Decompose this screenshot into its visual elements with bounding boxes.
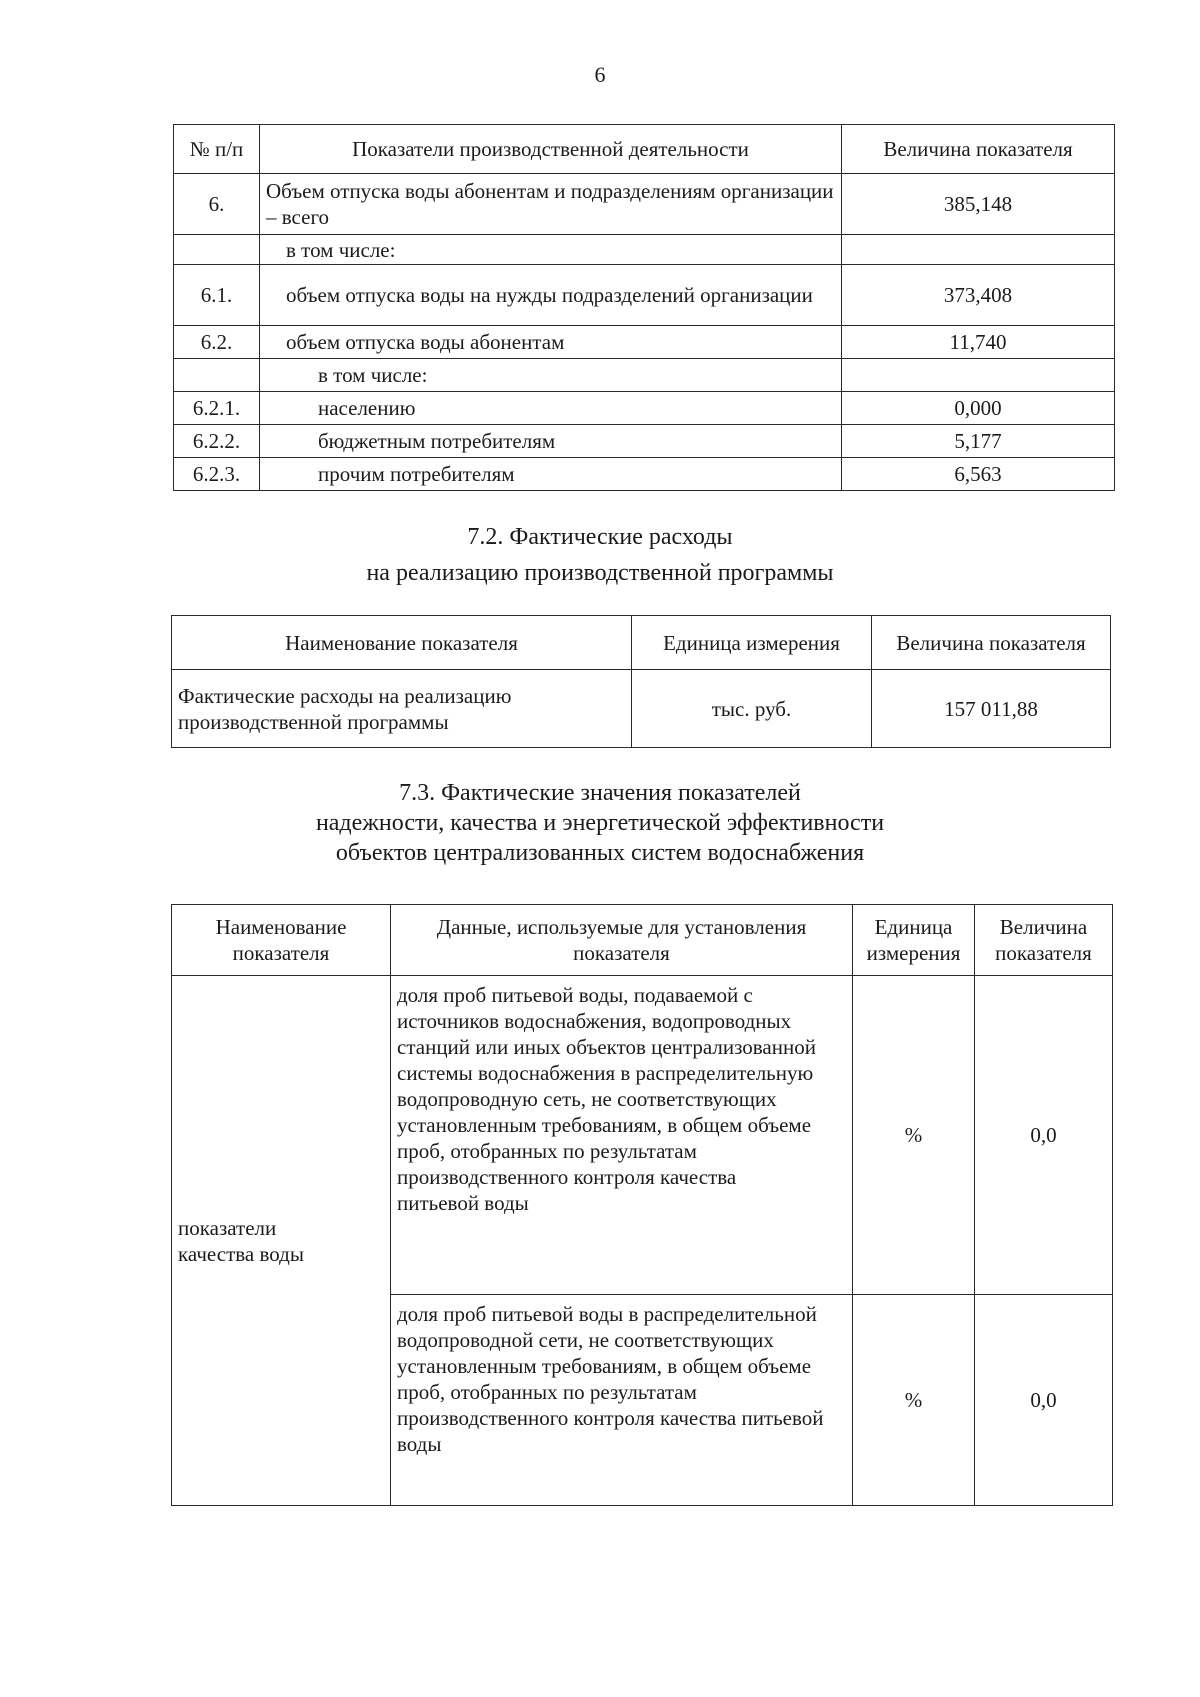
row-name: объем отпуска воды абонентам bbox=[260, 326, 842, 359]
section-7-3-title-line3: объектов централизованных систем водоснабжения bbox=[335, 840, 865, 866]
row-value: 0,0 bbox=[975, 1295, 1113, 1506]
section-7-2-title-line2: на реализацию производственной программы bbox=[366, 560, 834, 586]
group-name-cell: показатели качества воды bbox=[172, 976, 391, 1506]
table-row bbox=[174, 359, 1115, 392]
row-value: 373,408 bbox=[842, 265, 1115, 326]
header-value: Величина показателя bbox=[872, 616, 1111, 670]
row-value: 385,148 bbox=[842, 174, 1115, 235]
page-number: 6 bbox=[594, 62, 606, 87]
production-indicators-table bbox=[173, 124, 1115, 491]
row-name: Объем отпуска воды абонентам и подразделениям организации – всего bbox=[260, 174, 842, 235]
row-value: 157 011,88 bbox=[872, 670, 1111, 748]
row-name: в том числе: bbox=[260, 235, 842, 265]
header-data: Данные, используемые для установления показателя bbox=[391, 905, 853, 976]
table-row bbox=[174, 458, 1115, 491]
row-value: 11,740 bbox=[842, 326, 1115, 359]
section-7-2-title bbox=[0, 522, 1200, 588]
header-indicator: Показатели производственной деятельности bbox=[260, 125, 842, 174]
row-name: в том числе: bbox=[260, 359, 842, 392]
table-row bbox=[174, 392, 1115, 425]
actual-expenses-table bbox=[171, 615, 1111, 748]
table-row bbox=[174, 235, 1115, 265]
section-7-3-title-line1: 7.3. Фактические значения показателей bbox=[399, 780, 801, 806]
table-row bbox=[174, 265, 1115, 326]
row-num: 6.2.2. bbox=[174, 425, 260, 458]
header-indicator-name: Наименование показателя bbox=[172, 905, 391, 976]
row-value: 0,000 bbox=[842, 392, 1115, 425]
table-header-row bbox=[172, 905, 1113, 976]
header-num: № п/п bbox=[174, 125, 260, 174]
header-value: Величина показателя bbox=[975, 905, 1113, 976]
row-name: Фактические расходы на реализацию производственной программы bbox=[172, 670, 632, 748]
section-7-3-title bbox=[0, 778, 1200, 868]
section-7-2-title-line1: 7.2. Фактические расходы bbox=[467, 524, 733, 550]
table-row bbox=[174, 174, 1115, 235]
row-name: бюджетным потребителям bbox=[260, 425, 842, 458]
row-value bbox=[842, 359, 1115, 392]
row-num: 6.1. bbox=[174, 265, 260, 326]
row-num bbox=[174, 359, 260, 392]
row-unit: % bbox=[853, 1295, 975, 1506]
row-unit: % bbox=[853, 976, 975, 1295]
row-unit: тыс. руб. bbox=[632, 670, 872, 748]
row-data: доля проб питьевой воды в распределительной водопроводной сети, не соответствующих установленным требованиям, в общем объеме проб, отобранных по результатам производственного контроля качества питьевой воды bbox=[391, 1295, 853, 1506]
row-value: 5,177 bbox=[842, 425, 1115, 458]
table-row bbox=[172, 976, 1113, 1295]
row-num: 6.2.1. bbox=[174, 392, 260, 425]
table-header-row bbox=[174, 125, 1115, 174]
row-num bbox=[174, 235, 260, 265]
row-num: 6.2.3. bbox=[174, 458, 260, 491]
row-num: 6.2. bbox=[174, 326, 260, 359]
header-unit: Единица измерения bbox=[853, 905, 975, 976]
row-num: 6. bbox=[174, 174, 260, 235]
header-unit: Единица измерения bbox=[632, 616, 872, 670]
row-name: объем отпуска воды на нужды подразделений организации bbox=[260, 265, 842, 326]
table-row bbox=[172, 670, 1111, 748]
section-7-3-title-line2: надежности, качества и энергетической эффективности bbox=[315, 810, 885, 836]
row-value: 6,563 bbox=[842, 458, 1115, 491]
row-value: 0,0 bbox=[975, 976, 1113, 1295]
row-name: населению bbox=[260, 392, 842, 425]
row-data: доля проб питьевой воды, подаваемой с источников водоснабжения, водопроводных станций или иных объектов централизованной системы водоснабжения в распределительную водопроводную сеть, не соответствующих установленным требованиям, в общем объеме проб, отобранных по результатам производственного контроля качества питьевой воды bbox=[391, 976, 853, 1295]
header-indicator-name: Наименование показателя bbox=[172, 616, 632, 670]
row-value bbox=[842, 235, 1115, 265]
quality-indicators-table bbox=[171, 904, 1113, 1506]
table-header-row bbox=[172, 616, 1111, 670]
table-row bbox=[174, 425, 1115, 458]
row-name: прочим потребителям bbox=[260, 458, 842, 491]
table-row bbox=[174, 326, 1115, 359]
header-value: Величина показателя bbox=[842, 125, 1115, 174]
